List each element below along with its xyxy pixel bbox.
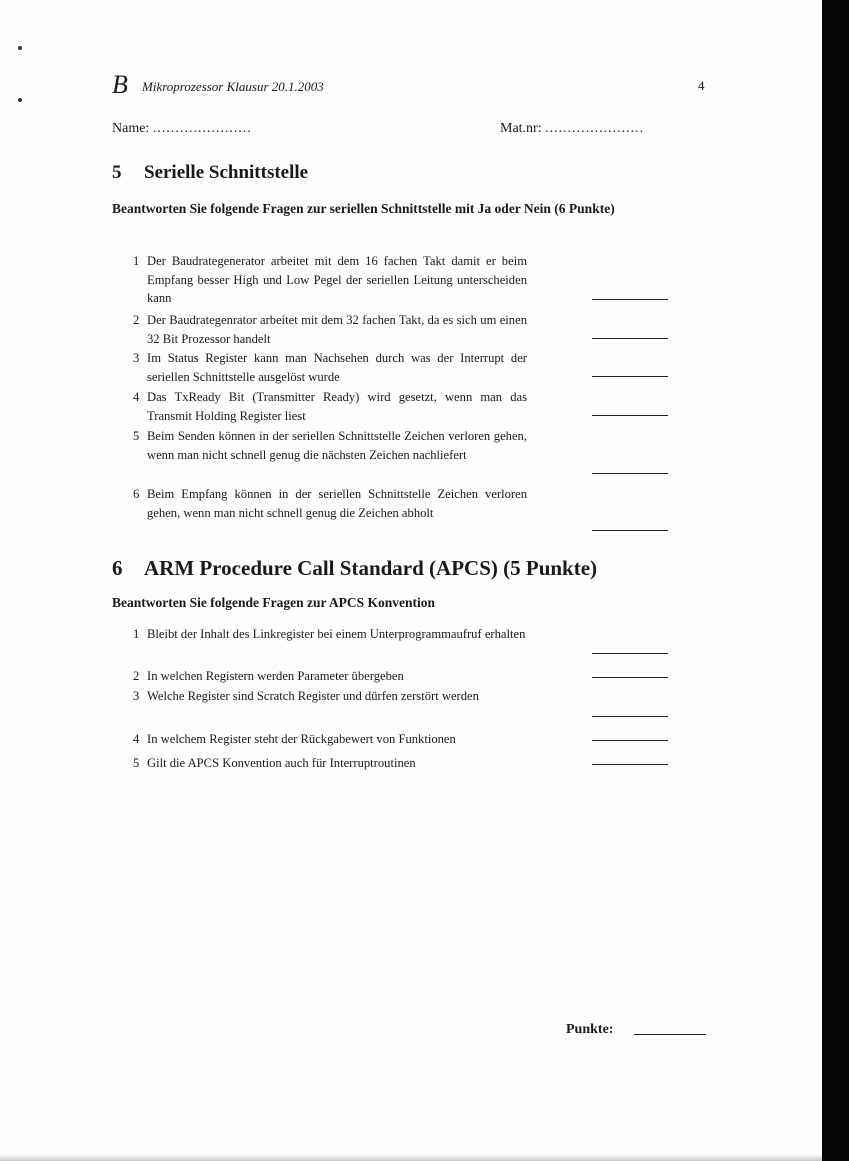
answer-blank-line[interactable]: [592, 415, 668, 416]
matnr-fill-dots: ......................: [545, 121, 645, 136]
answer-blank-line[interactable]: [592, 299, 668, 300]
section-6-instruction: Beantworten Sie folgende Fragen zur APCS Konvention: [112, 595, 435, 610]
question-number: 4: [133, 732, 140, 746]
question-item: [133, 754, 527, 773]
scan-bottom-shadow: [0, 1154, 822, 1161]
name-label: Name:: [112, 121, 150, 136]
question-text: Der Baudrategenrator arbeitet mit dem 32 fachen Takt, da es sich um einen 32 Bit Prozessor handelt: [147, 313, 527, 346]
question-number: 6: [133, 487, 140, 501]
question-number: 3: [133, 689, 140, 703]
scan-speck: [18, 46, 22, 50]
question-number: 2: [133, 313, 140, 327]
question-text: Welche Register sind Scratch Register und dürfen zerstört werden: [147, 689, 479, 703]
question-item: [133, 625, 527, 644]
section-6-heading: [112, 556, 597, 581]
question-text: Bleibt der Inhalt des Linkregister bei einem Unterprogrammaufruf erhalten: [147, 627, 526, 641]
question-item: [133, 349, 527, 386]
section-5-heading: [112, 162, 308, 184]
matnr-field[interactable]: [500, 121, 644, 137]
exam-title: Mikroprozessor Klausur 20.1.2003: [142, 79, 324, 94]
points-label: Punkte:: [566, 1022, 614, 1037]
question-text: Gilt die APCS Konvention auch für Interruptroutinen: [147, 756, 416, 770]
answer-blank-line[interactable]: [592, 740, 668, 741]
question-item: [133, 252, 527, 308]
section-title: Serielle Schnittstelle: [144, 162, 309, 183]
points-answer-line[interactable]: [634, 1034, 706, 1035]
name-fill-dots: ......................: [152, 121, 252, 136]
section-number: 6: [112, 556, 123, 580]
question-text: In welchem Register steht der Rückgabewert von Funktionen: [147, 732, 456, 746]
answer-blank-line[interactable]: [592, 473, 668, 474]
section-number: 5: [112, 162, 122, 183]
question-text: Beim Senden können in der seriellen Schnittstelle Zeichen verloren gehen, wenn man nicht schnell genug die nächsten Zeichen nachliefert: [147, 429, 527, 462]
question-number: 1: [133, 627, 140, 641]
question-number: 1: [133, 254, 140, 268]
question-number: 5: [133, 429, 140, 443]
page-number: 4: [698, 78, 705, 93]
answer-blank-line[interactable]: [592, 376, 668, 377]
question-text: Im Status Register kann man Nachsehen durch was der Interrupt der seriellen Schnittstelle ausgelöst wurde: [147, 351, 527, 384]
question-number: 3: [133, 351, 140, 365]
question-text: Beim Empfang können in der seriellen Schnittstelle Zeichen verloren gehen, wenn man nicht schnell genug die Zeichen abholt: [147, 487, 527, 520]
question-number: 4: [133, 390, 140, 404]
question-item: [133, 311, 527, 348]
question-item: [133, 427, 527, 464]
section-5-instruction: Beantworten Sie folgende Fragen zur seriellen Schnittstelle mit Ja oder Nein (6 Punkte): [112, 201, 615, 216]
question-item: [133, 730, 527, 749]
matnr-label: Mat.nr:: [500, 121, 542, 136]
question-item: [133, 388, 527, 425]
question-item: [133, 485, 527, 522]
question-text: Das TxReady Bit (Transmitter Ready) wird gesetzt, wenn man das Transmit Holding Register liest: [147, 390, 527, 423]
answer-blank-line[interactable]: [592, 764, 668, 765]
answer-blank-line[interactable]: [592, 716, 668, 717]
question-text: Der Baudrategenerator arbeitet mit dem 16 fachen Takt damit er beim Empfang besser High und Low Pegel der seriellen Leitung unterscheiden kann: [147, 254, 527, 305]
question-item: [133, 687, 527, 706]
answer-blank-line[interactable]: [592, 653, 668, 654]
answer-blank-line[interactable]: [592, 338, 668, 339]
answer-blank-line[interactable]: [592, 530, 668, 531]
scan-speck: [18, 98, 22, 102]
question-number: 2: [133, 669, 140, 683]
question-text: In welchen Registern werden Parameter übergeben: [147, 669, 404, 683]
name-field[interactable]: [112, 121, 252, 137]
exam-variant-letter: B: [112, 70, 128, 99]
section-title: ARM Procedure Call Standard (APCS) (5 Punkte): [144, 556, 598, 580]
scan-dark-edge: [822, 0, 849, 1161]
question-number: 5: [133, 756, 140, 770]
question-item: [133, 667, 527, 686]
answer-blank-line[interactable]: [592, 677, 668, 678]
